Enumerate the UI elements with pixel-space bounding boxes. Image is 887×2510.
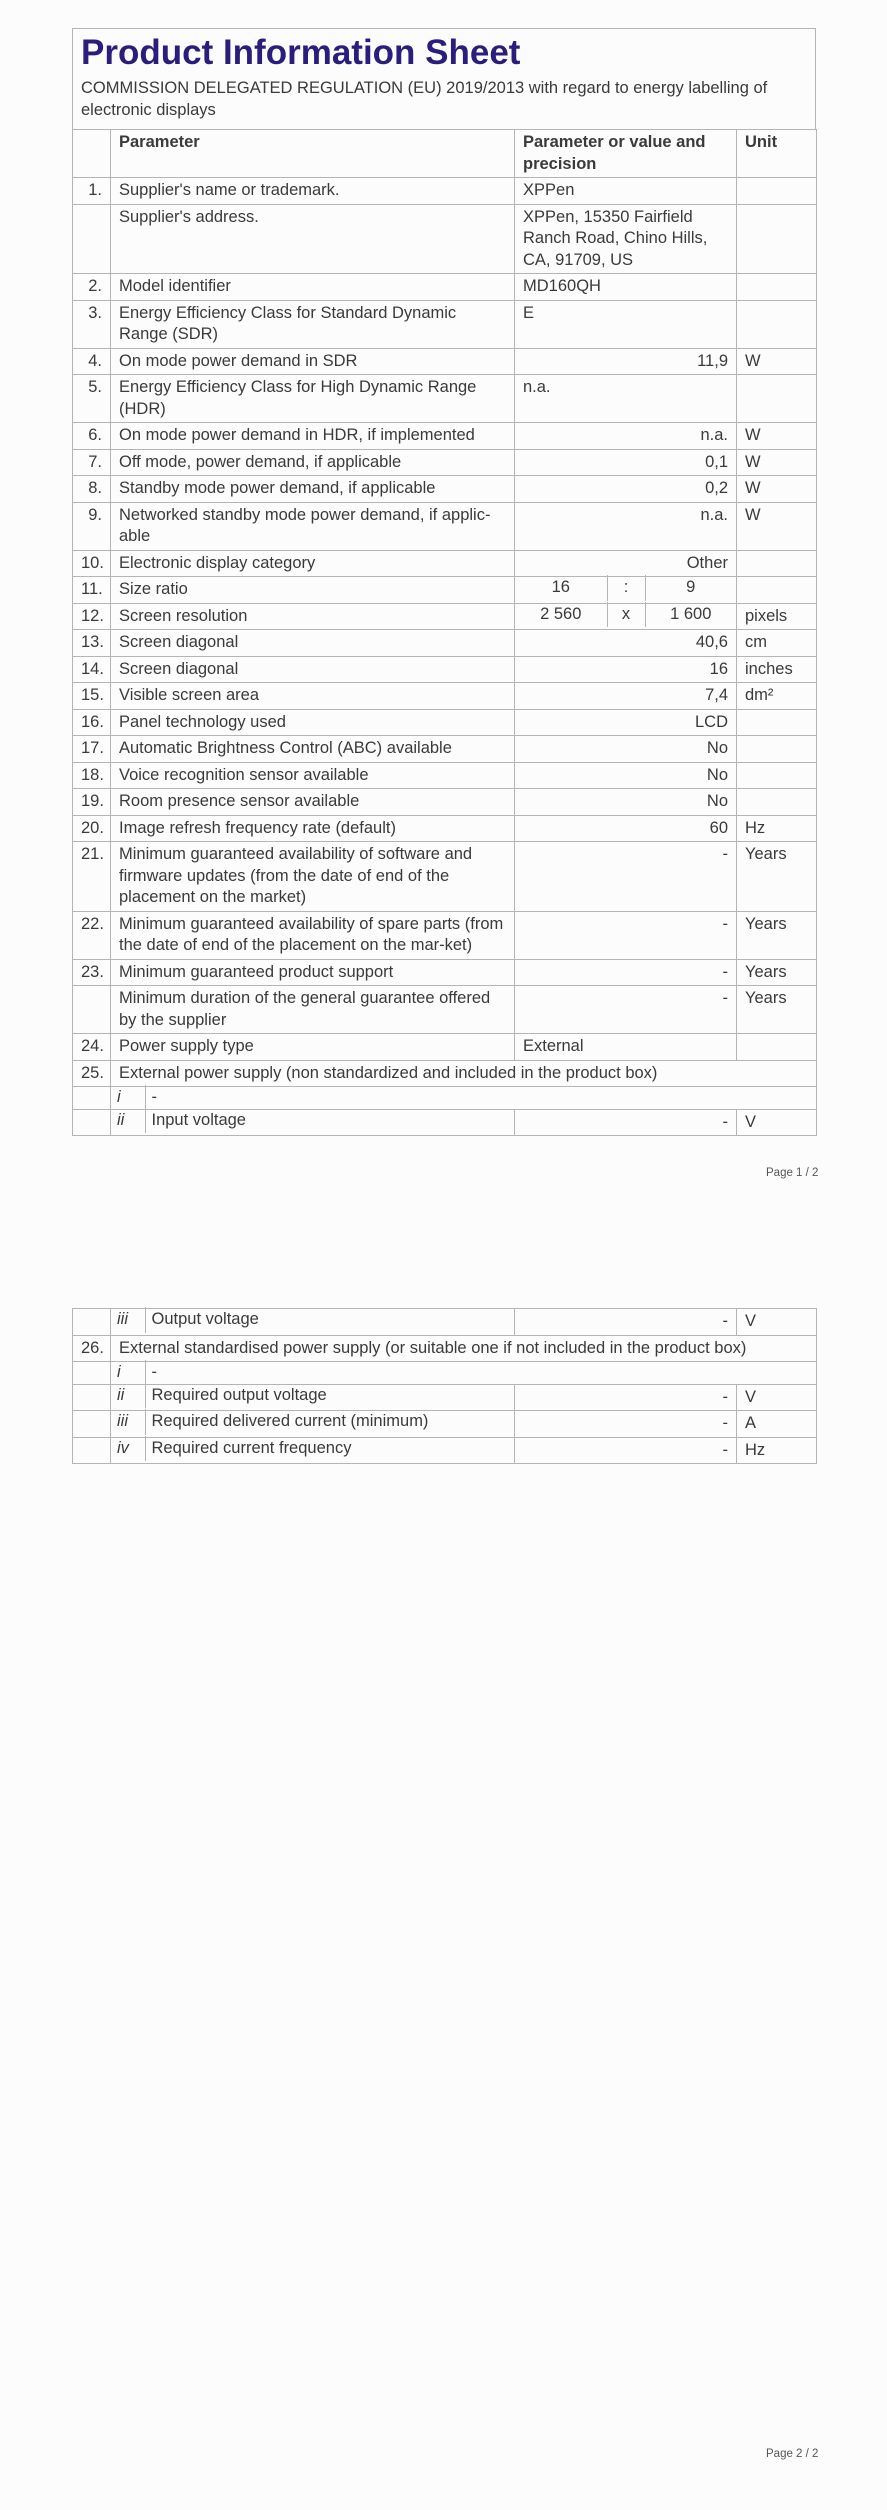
row-number: 1. (73, 178, 111, 205)
row-parameter: - (145, 1360, 816, 1386)
header-unit: Unit (737, 130, 817, 178)
row-parameter: Screen resolution (111, 603, 515, 630)
row-unit: W (737, 449, 817, 476)
row-value: - (515, 842, 737, 912)
ratio-width: 16 (515, 575, 607, 601)
table-row (73, 1087, 817, 1110)
row-value: Other (515, 550, 737, 577)
row-value: XPPen, 15350 Fairfield Ranch Road, Chino Hills, CA, 91709, US (515, 204, 737, 274)
row-number: 15. (73, 683, 111, 710)
row-parameter: Energy Efficiency Class for Standard Dynamic Range (SDR) (111, 300, 515, 348)
table-row (73, 1309, 817, 1336)
table-row (73, 986, 817, 1034)
row-unit: W (737, 423, 817, 450)
row-parameter: Electronic display category (111, 550, 515, 577)
row-value: n.a. (515, 423, 737, 450)
row-unit: pixels (737, 603, 817, 630)
row-parameter: Supplier's name or trademark. (111, 178, 515, 205)
row-number: 10. (73, 550, 111, 577)
page-1 (72, 28, 816, 1136)
row-parameter: Room presence sensor available (111, 789, 515, 816)
row-value: LCD (515, 709, 737, 736)
row-number: 8. (73, 476, 111, 503)
row-unit: A (737, 1411, 817, 1438)
row-parameter: Required output voltage (145, 1383, 514, 1409)
row-value: - (515, 911, 737, 959)
table-row (73, 274, 817, 301)
row-value: No (515, 789, 737, 816)
resolution-width: 2 560 (515, 602, 607, 628)
row-number: 5. (73, 375, 111, 423)
row-parameter: Panel technology used (111, 709, 515, 736)
row-value: n.a. (515, 375, 737, 423)
sub-index: iii (111, 1409, 145, 1435)
sub-index: ii (111, 1108, 145, 1134)
table-row (73, 1034, 817, 1061)
table-row (73, 683, 817, 710)
table-row (73, 736, 817, 763)
resolution-separator: x (607, 602, 645, 628)
table-row (73, 577, 817, 604)
table-row (73, 178, 817, 205)
row-unit: dm² (737, 683, 817, 710)
row-parameter: External power supply (non standardized and included in the product box) (111, 1060, 817, 1087)
row-number: 3. (73, 300, 111, 348)
row-value: 60 (515, 815, 737, 842)
row-unit: Hz (737, 815, 817, 842)
row-value: - (515, 959, 737, 986)
table-row (73, 1384, 817, 1411)
row-value: 40,6 (515, 630, 737, 657)
table-row (73, 1437, 817, 1464)
row-value: No (515, 762, 737, 789)
row-parameter: Off mode, power demand, if applicable (111, 449, 515, 476)
row-number: 19. (73, 789, 111, 816)
regulation-subtitle: COMMISSION DELEGATED REGULATION (EU) 2019/2013 with regard to energy labelling of electronic displays (81, 79, 768, 119)
row-parameter: Minimum guaranteed product support (111, 959, 515, 986)
row-number: 11. (73, 577, 111, 604)
row-parameter: - (145, 1085, 816, 1111)
row-value: MD160QH (515, 274, 737, 301)
row-parameter: Energy Efficiency Class for High Dynamic Range (HDR) (111, 375, 515, 423)
row-parameter: Minimum guaranteed availability of software and firmware updates (from the date of end of the placement on the market) (111, 842, 515, 912)
row-unit: V (737, 1109, 817, 1136)
row-parameter: Supplier's address. (111, 204, 515, 274)
row-value: 0,1 (515, 449, 737, 476)
page-2 (72, 1308, 816, 1464)
row-value: No (515, 736, 737, 763)
row-parameter: Required delivered current (minimum) (145, 1409, 514, 1435)
table-row (73, 603, 817, 630)
row-parameter: Networked standby mode power demand, if applic-able (111, 502, 515, 550)
sub-index: iv (111, 1436, 145, 1462)
row-value: - (515, 1411, 737, 1438)
table-row (73, 789, 817, 816)
table-row (73, 375, 817, 423)
row-unit (737, 178, 817, 205)
table-row (73, 842, 817, 912)
row-number: 22. (73, 911, 111, 959)
table-row (73, 204, 817, 274)
row-value: - (515, 1109, 737, 1136)
row-parameter: Power supply type (111, 1034, 515, 1061)
row-number: 6. (73, 423, 111, 450)
table-row (73, 502, 817, 550)
row-unit: V (737, 1309, 817, 1336)
row-number: 2. (73, 274, 111, 301)
row-parameter: Screen diagonal (111, 630, 515, 657)
row-number: 16. (73, 709, 111, 736)
table-row (73, 959, 817, 986)
product-info-table-continued (72, 1308, 817, 1464)
product-info-table (72, 129, 817, 1136)
sub-index: i (111, 1360, 145, 1386)
table-row (73, 476, 817, 503)
row-unit: Years (737, 986, 817, 1034)
row-value: - (515, 1437, 737, 1464)
row-number: 12. (73, 603, 111, 630)
row-parameter: On mode power demand in SDR (111, 348, 515, 375)
row-value: 0,2 (515, 476, 737, 503)
row-number: 17. (73, 736, 111, 763)
row-number: 14. (73, 656, 111, 683)
row-unit: V (737, 1384, 817, 1411)
table-row (73, 550, 817, 577)
row-parameter: Voice recognition sensor available (111, 762, 515, 789)
sub-index: ii (111, 1383, 145, 1409)
table-row (73, 423, 817, 450)
table-row (73, 348, 817, 375)
row-unit: W (737, 348, 817, 375)
row-value: External (515, 1034, 737, 1061)
row-number: 9. (73, 502, 111, 550)
row-parameter: On mode power demand in HDR, if implemented (111, 423, 515, 450)
row-parameter: Required current frequency (145, 1436, 514, 1462)
row-number: 13. (73, 630, 111, 657)
row-number: 24. (73, 1034, 111, 1061)
row-value: - (515, 1309, 737, 1336)
row-unit: Years (737, 911, 817, 959)
row-unit: W (737, 476, 817, 503)
row-value: - (515, 1384, 737, 1411)
table-row (73, 1362, 817, 1385)
row-parameter: Visible screen area (111, 683, 515, 710)
table-row (73, 709, 817, 736)
row-number: 4. (73, 348, 111, 375)
page-number: Page 2 / 2 (766, 2448, 819, 2460)
table-row (73, 449, 817, 476)
row-unit: Years (737, 959, 817, 986)
row-unit: Hz (737, 1437, 817, 1464)
ratio-separator: : (607, 575, 645, 601)
ratio-height: 9 (645, 575, 736, 601)
row-value (515, 603, 737, 630)
row-unit: Years (737, 842, 817, 912)
page-number: Page 1 / 2 (766, 1167, 819, 1179)
row-value: 16 (515, 656, 737, 683)
sheet-header (72, 28, 816, 129)
row-parameter: Minimum guaranteed availability of spare parts (from the date of end of the placement on the mar-ket) (111, 911, 515, 959)
row-parameter: Screen diagonal (111, 656, 515, 683)
row-number: 21. (73, 842, 111, 912)
table-row (73, 1109, 817, 1136)
row-parameter: Minimum duration of the general guarantee offered by the supplier (111, 986, 515, 1034)
row-number: 25. (73, 1060, 111, 1087)
row-number: 23. (73, 959, 111, 986)
table-row (73, 630, 817, 657)
row-value (515, 577, 737, 604)
row-unit: W (737, 502, 817, 550)
sub-index: iii (111, 1307, 145, 1333)
header-value: Parameter or value and precision (515, 130, 737, 178)
table-row (73, 1060, 817, 1087)
row-parameter: Output voltage (145, 1307, 514, 1333)
table-row (73, 911, 817, 959)
resolution-height: 1 600 (645, 602, 736, 628)
row-unit: cm (737, 630, 817, 657)
row-parameter: Standby mode power demand, if applicable (111, 476, 515, 503)
row-parameter: Automatic Brightness Control (ABC) available (111, 736, 515, 763)
page-title: Product Information Sheet (81, 33, 521, 72)
table-row (73, 656, 817, 683)
row-parameter: Model identifier (111, 274, 515, 301)
row-number: 7. (73, 449, 111, 476)
row-number: 20. (73, 815, 111, 842)
table-row (73, 1335, 817, 1362)
row-value: 7,4 (515, 683, 737, 710)
table-row (73, 300, 817, 348)
header-parameter: Parameter (111, 130, 515, 178)
row-number: 18. (73, 762, 111, 789)
row-unit: inches (737, 656, 817, 683)
row-value: XPPen (515, 178, 737, 205)
sub-index: i (111, 1085, 145, 1111)
table-row (73, 1411, 817, 1438)
table-row (73, 762, 817, 789)
table-row (73, 815, 817, 842)
table-header-row (73, 130, 817, 178)
row-parameter: Image refresh frequency rate (default) (111, 815, 515, 842)
row-number: 26. (73, 1335, 111, 1362)
row-value: n.a. (515, 502, 737, 550)
row-parameter: Input voltage (145, 1108, 514, 1134)
row-value: 11,9 (515, 348, 737, 375)
row-parameter: External standardised power supply (or suitable one if not included in the product box) (111, 1335, 817, 1362)
row-parameter: Size ratio (111, 577, 515, 604)
row-value: - (515, 986, 737, 1034)
row-value: E (515, 300, 737, 348)
